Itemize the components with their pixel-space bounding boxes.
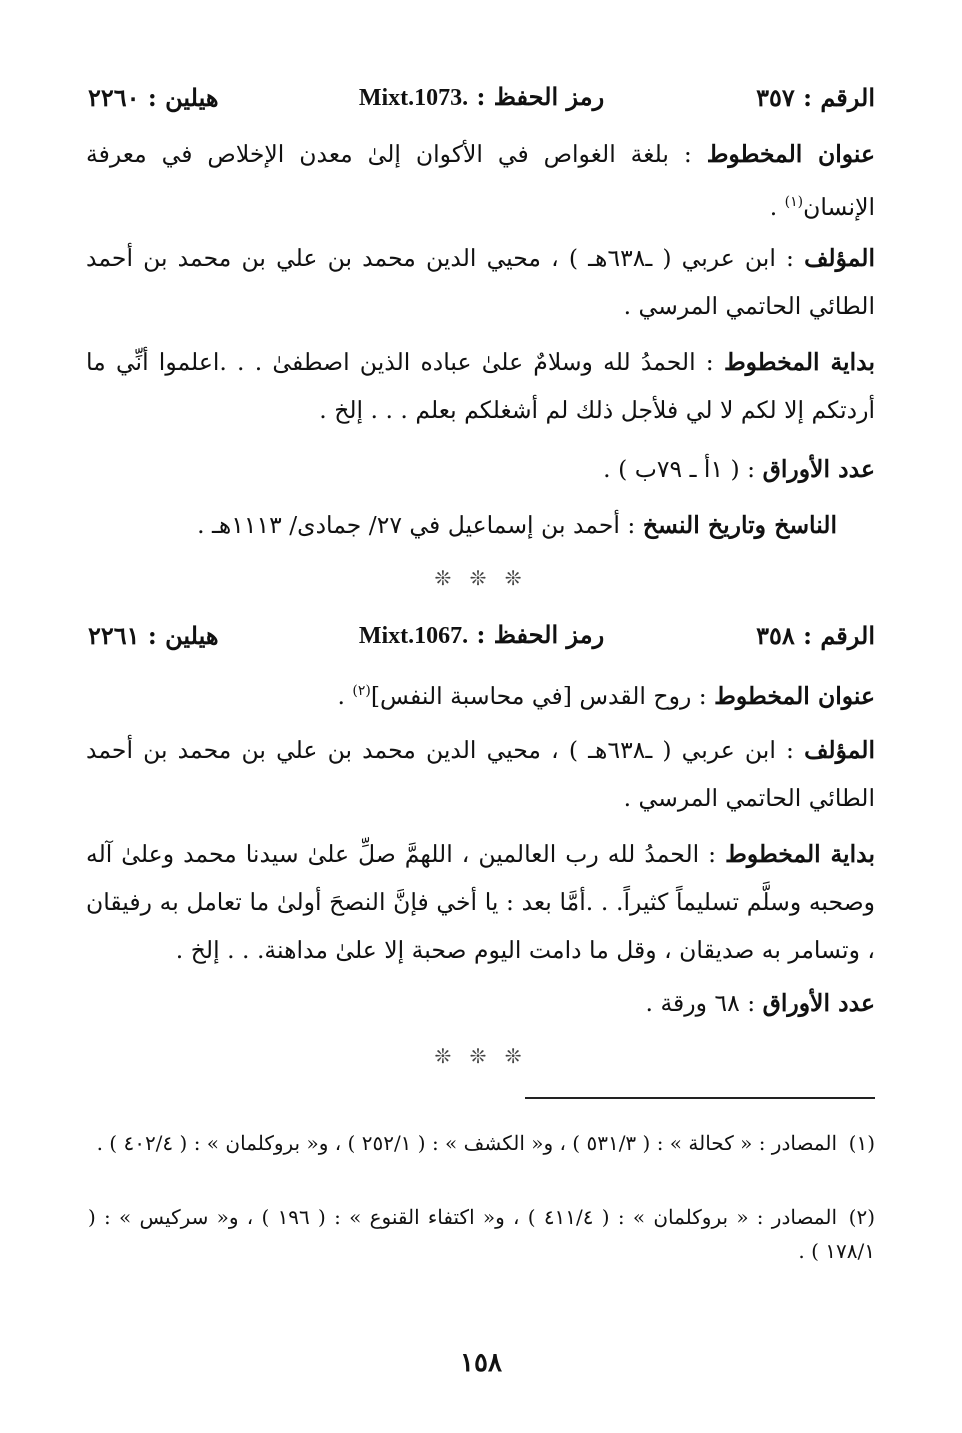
- entry-folios: [86, 452, 875, 486]
- folios-key: عدد الأوراق: [762, 455, 875, 483]
- footnote-ref: (٢): [352, 683, 371, 699]
- footnote-number: (٢): [848, 1205, 876, 1229]
- entry-separator: ❊ ❊ ❊: [434, 566, 528, 590]
- entry-author: [86, 234, 875, 330]
- footnote-ref: (١): [784, 194, 804, 210]
- footnote-number: (١): [848, 1131, 875, 1155]
- title-end: .: [337, 681, 353, 710]
- footnote-text: المصادر : « كحالة » : ( ٥٣١/٣ ) ، و« الكشف » : ( ٢٥٢/١ ) ، و« بروكلمان » : ( ٤٠٢/٤ ) .: [96, 1131, 837, 1155]
- incipit-text: : الحمدُ لله وسلامٌ علىٰ عباده الذين اصطفىٰ . . .اعلموا أنِّي ما أردتكم إلا لكم لا لي فلأجل ذلك لم أشغلكم بعلم . . . إلخ .: [86, 348, 875, 424]
- page-number: ١٥٨: [460, 1348, 502, 1378]
- shelfmark: [317, 82, 647, 112]
- entry-author: [86, 726, 875, 822]
- incipit-key: بداية المخطوط: [725, 840, 875, 868]
- folios-text: : ( ١أ ـ ٧٩ب ) .: [603, 455, 756, 483]
- entry-copyist: [86, 508, 875, 542]
- title-end: .: [769, 192, 785, 221]
- footnote-text: المصادر : « بروكلمان » : ( ٤١١/٤ ) ، و« اكتفاء القنوع » : ( ١٩٦ ) ، و« سركيس » : ( ١٧٨/١ ) .: [88, 1205, 875, 1263]
- entry-title: [86, 130, 875, 231]
- footnote: [88, 1126, 875, 1160]
- entry-folios: [86, 986, 875, 1020]
- entry-number: الرقم : ٣٥٨: [756, 620, 875, 650]
- shelfmark-value: Mixt.1073.: [358, 85, 469, 111]
- title-text: : بلغة الغواص في الأكوان إلىٰ معدن الإخلاص في معرفة الإنسان: [86, 140, 875, 221]
- shelfmark-value: Mixt.1067.: [358, 623, 469, 649]
- shelfmark-label: رمز الحفظ :: [476, 620, 605, 649]
- incipit-text: : الحمدُ لله رب العالمين ، اللهمَّ صلِّ علىٰ سيدنا محمد وعلىٰ آله وصحبه وسلَّم تسليماً كثيراً. . .أمَّا بعد : يا أخي فإنَّ النصحَ أولىٰ ما تعامل به رفيقان ، وتسامر به صديقان ، وقل ما دامت اليوم صحبة إلا علىٰ مداهنة. . . إلخ .: [86, 840, 875, 964]
- folios-text: : ٦٨ ورقة .: [645, 989, 756, 1017]
- author-key: المؤلف: [804, 736, 875, 764]
- author-key: المؤلف: [804, 244, 875, 272]
- author-text: : ابن عربي ( ـ٦٣٨هـ ) ، محيي الدين محمد بن علي بن محمد بن أحمد الطائي الحاتمي المرسي .: [86, 244, 875, 320]
- entry-title: [86, 674, 875, 713]
- entry-separator: ❊ ❊ ❊: [434, 1044, 528, 1068]
- footnote-rule: [525, 1097, 875, 1099]
- entry-number: الرقم : ٣٥٧: [756, 82, 875, 112]
- title-key: عنوان المخطوط: [706, 140, 875, 168]
- entry-header: [88, 80, 875, 114]
- footnote: [88, 1200, 875, 1268]
- entry-incipit: [86, 338, 875, 434]
- heilen-number: هيلين : ٢٢٦١: [88, 620, 219, 650]
- author-text: : ابن عربي ( ـ٦٣٨هـ ) ، محيي الدين محمد بن علي بن محمد بن أحمد الطائي الحاتمي المرسي .: [86, 736, 875, 812]
- copyist-key: الناسخ وتاريخ النسخ: [642, 511, 837, 539]
- shelfmark: [317, 620, 647, 650]
- entry-incipit: [86, 830, 875, 974]
- title-text: : روح القدس [في محاسبة النفس]: [370, 681, 707, 710]
- folios-key: عدد الأوراق: [762, 989, 875, 1017]
- entry-header: [88, 618, 875, 652]
- shelfmark-label: رمز الحفظ :: [476, 82, 605, 111]
- heilen-number: هيلين : ٢٢٦٠: [88, 82, 219, 112]
- incipit-key: بداية المخطوط: [723, 348, 875, 376]
- copyist-text: : أحمد بن إسماعيل في ٢٧/ جمادى/ ١١١٣هـ .: [197, 511, 636, 539]
- title-key: عنوان المخطوط: [714, 681, 875, 710]
